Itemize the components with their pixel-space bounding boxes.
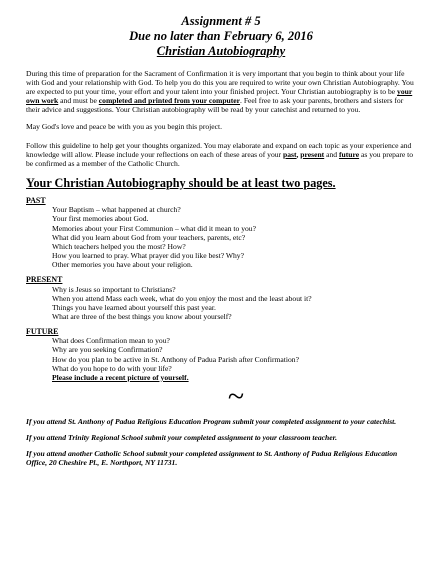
submission-instruction-other: If you attend another Catholic School submit your completed assignment to St. Anthony of Padua Religious Education Office, 20 Cheshire Pl., E. Northport, NY 11731.	[26, 449, 398, 468]
assignment-page	[26, 14, 416, 467]
assignment-title: Assignment # 5	[181, 14, 261, 28]
tilde-separator: ~	[227, 379, 245, 413]
document-header	[26, 14, 416, 59]
list-item: How do you plan to be active in St. Anthony of Padua Parish after Confirmation?	[52, 354, 299, 364]
intro-text-2: and must be	[58, 96, 99, 106]
guide-comma: ,	[296, 149, 301, 159]
guide-text-2: as you prepare to be confirmed as a member of the Catholic Church.	[26, 149, 414, 168]
list-item: What do you hope to do with your life?	[52, 363, 172, 373]
section-heading-past: PAST	[26, 195, 46, 205]
future-emphasis: future	[338, 149, 360, 159]
section-heading-present: PRESENT	[26, 275, 63, 284]
submission-instruction-program: If you attend St. Anthony of Padua Religious Education Program submit your completed assignment to your catechist.	[26, 416, 397, 426]
present-topic-list	[26, 285, 416, 321]
completed-emphasis: completed and printed from your computer	[98, 96, 241, 106]
intro-paragraph	[26, 69, 416, 114]
section-heading-future: FUTURE	[26, 326, 59, 336]
list-item: What did you learn about God from your teachers, parents, etc?	[52, 232, 246, 242]
list-item: When you attend Mass each week, what do you enjoy the most and the least about it?	[52, 293, 312, 303]
length-requirement: Your Christian Autobiography should be at least two pages.	[26, 175, 336, 190]
list-item: Why are you seeking Confirmation?	[52, 345, 163, 355]
list-item: Your first memories about God.	[52, 214, 149, 224]
intro-text-1: During this time of preparation for the Sacrament of Confirmation it is very important that you begin to think about your life with God and your relationship with God. To help you do this you are required to write your own Christian Autobiography. You are expected to put your time, your effort and your talent into your finished project. Your Christian autobiography is to be	[26, 69, 414, 97]
blessing-line: May God's love and peace be with you as you begin this project.	[26, 122, 223, 132]
list-item: Memories about your First Communion – what did it mean to you?	[52, 223, 256, 233]
list-item: What does Confirmation mean to you?	[52, 336, 170, 346]
picture-instruction: Please include a recent picture of yourself.	[52, 372, 189, 382]
submission-instruction-trinity: If you attend Trinity Regional School submit your completed assignment to your classroom teacher.	[26, 432, 338, 442]
list-item: What are three of the best things you know about yourself?	[52, 311, 232, 321]
present-emphasis: present	[300, 149, 325, 159]
assignment-subtitle: Christian Autobiography	[156, 44, 286, 58]
list-item: Things you have learned about yourself this past year.	[52, 302, 216, 312]
guide-text-1: Follow this guideline to help get your thoughts organized. You may elaborate and expand on each topic as your experience and knowledge will allow. Please include your reflections on each of these areas of your	[26, 140, 412, 159]
intro-text-3: . Feel free to ask your parents, brothers and sisters for their advice and suggestions. Your Christian autobiography will be read by your catechist and returned to you.	[26, 96, 404, 115]
past-emphasis: past	[282, 149, 297, 159]
guideline-paragraph	[26, 141, 416, 168]
guide-and: and	[324, 149, 339, 159]
list-item: Your Baptism – what happened at church?	[52, 205, 181, 215]
list-item: How you learned to pray. What prayer did you like best? Why?	[52, 250, 244, 260]
past-topic-list	[26, 205, 416, 269]
due-date: Due no later than February 6, 2016	[129, 29, 313, 43]
list-item: Which teachers helped you the most? How?	[52, 241, 186, 251]
future-topic-list	[26, 336, 416, 381]
own-work-emphasis: your own work	[26, 87, 413, 106]
list-item: Other memories you have about your religion.	[52, 259, 193, 269]
list-item: Why is Jesus so important to Christians?	[52, 284, 176, 294]
